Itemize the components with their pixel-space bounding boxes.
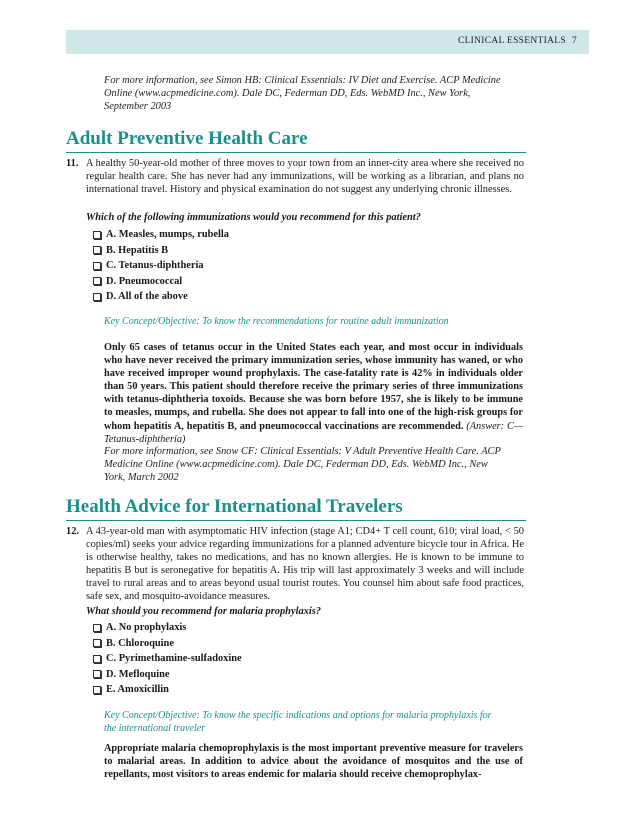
reference-note-top: For more information, see Simon HB: Clinical Essentials: IV Diet and Exercise. ACP Medicine Online (www.acpmedicine.com). Dale DC, Federman DD, Eds. WebMD Inc., New York, September 2003 — [104, 75, 501, 113]
checkbox-icon[interactable] — [93, 293, 101, 301]
checkbox-icon[interactable] — [93, 670, 101, 678]
checkbox-icon[interactable] — [93, 639, 101, 647]
question-number: 11. — [66, 158, 79, 169]
option-item[interactable]: D. Pneumococcal — [93, 274, 229, 290]
key-concept-objective: Key Concept/Objective: To know the recommendations for routine adult immunization — [104, 316, 449, 327]
question-11 — [66, 157, 524, 196]
option-item[interactable]: C. Tetanus-diphtheria — [93, 258, 229, 274]
section-title-international-travelers: Health Advice for International Travelers — [66, 496, 403, 517]
checkbox-icon[interactable] — [93, 246, 101, 254]
answer-options — [93, 620, 242, 698]
section-title-adult-preventive: Adult Preventive Health Care — [66, 128, 308, 149]
checkbox-icon[interactable] — [93, 686, 101, 694]
option-item[interactable]: A. Measles, mumps, rubella — [93, 227, 229, 243]
option-item[interactable]: A. No prophylaxis — [93, 620, 242, 636]
answer-explanation: Appropriate malaria chemoprophylaxis is the most important preventive measure for travelers to malarial areas. In addition to advice about the avoidance of mosquitos and the use of repellants, most visitors to areas endemic for malaria should receive chemoprophylax- — [104, 743, 523, 781]
key-concept-objective: Key Concept/Objective: To know the specific indications and options for malaria prophylaxis for the international traveler — [104, 710, 492, 734]
section-rule — [66, 152, 526, 153]
answer-options — [93, 227, 229, 305]
option-item[interactable]: C. Pyrimethamine-sulfadoxine — [93, 651, 242, 667]
answer-label: (Answer: C—Tetanus-diphtheria) — [104, 420, 524, 445]
reference-note: For more information, see Snow CF: Clinical Essentials: V Adult Preventive Health Care. ACP Medicine Online (www.acpmedicine.com). Dale DC, Federman DD, Eds. WebMD Inc., New York, March 2002 — [104, 446, 501, 484]
checkbox-icon[interactable] — [93, 231, 101, 239]
option-item[interactable]: D. All of the above — [93, 289, 229, 305]
option-item[interactable]: B. Chloroquine — [93, 636, 242, 652]
section-rule — [66, 520, 526, 521]
question-prompt: Which of the following immunizations would you recommend for this patient? — [86, 212, 421, 223]
question-prompt: What should you recommend for malaria prophylaxis? — [86, 606, 321, 617]
checkbox-icon[interactable] — [93, 277, 101, 285]
option-item[interactable]: D. Mefloquine — [93, 667, 242, 683]
checkbox-icon[interactable] — [93, 262, 101, 270]
page-number: 7 — [571, 36, 577, 46]
running-header — [66, 30, 589, 54]
checkbox-icon[interactable] — [93, 624, 101, 632]
question-number: 12. — [66, 526, 79, 537]
question-text: A 43-year-old man with asymptomatic HIV infection (stage A1; CD4+ T cell count, 610; viral load, < 50 copies/ml) seeks your advice regarding immunizations for a planned adventure bicycle tour in Africa. He is otherwise healthy, takes no medications, and has no known allergies. He is known to be immune to hepatitis B but is seronegative for hepatitis A. His trip will last approximately 3 weeks and will include travel to rural areas and to areas beyond usual tourist routes. You counsel him about safe food practices, safe sex, and mosquito-avoidance measures. — [86, 526, 524, 603]
answer-explanation: Only 65 cases of tetanus occur in the United States each year, and most occur in individuals who have never received the primary immunization series, whose immunity has waned, or who have received improper wound prophylaxis. The case-fatality rate is 42% in individuals older than 50 years. This patient should therefore receive the primary series of three immunizations with tetanus-diphtheria toxoids. Because she was born before 1957, she is likely to be immune to measles, mumps, and rubella. She does not appear to fall into one of the high-risk groups for whom hepatitis A, hepatitis B, and pneumococcal vaccinations are recommended. (Answer: C—Tetanus-diphtheria) — [104, 342, 524, 445]
question-12 — [66, 525, 524, 604]
option-item[interactable]: E. Amoxicillin — [93, 682, 242, 698]
question-text: A healthy 50-year-old mother of three moves to your town from an inner-city area where she received no regular health care. She has never had any immunizations, will be working as a librarian, and plans no international travel. History and physical examination do not suggest any underlying chronic illnesses. — [86, 158, 524, 196]
header-title: CLINICAL ESSENTIALS — [457, 36, 566, 46]
checkbox-icon[interactable] — [93, 655, 101, 663]
header-text — [458, 36, 577, 46]
option-item[interactable]: B. Hepatitis B — [93, 243, 229, 259]
